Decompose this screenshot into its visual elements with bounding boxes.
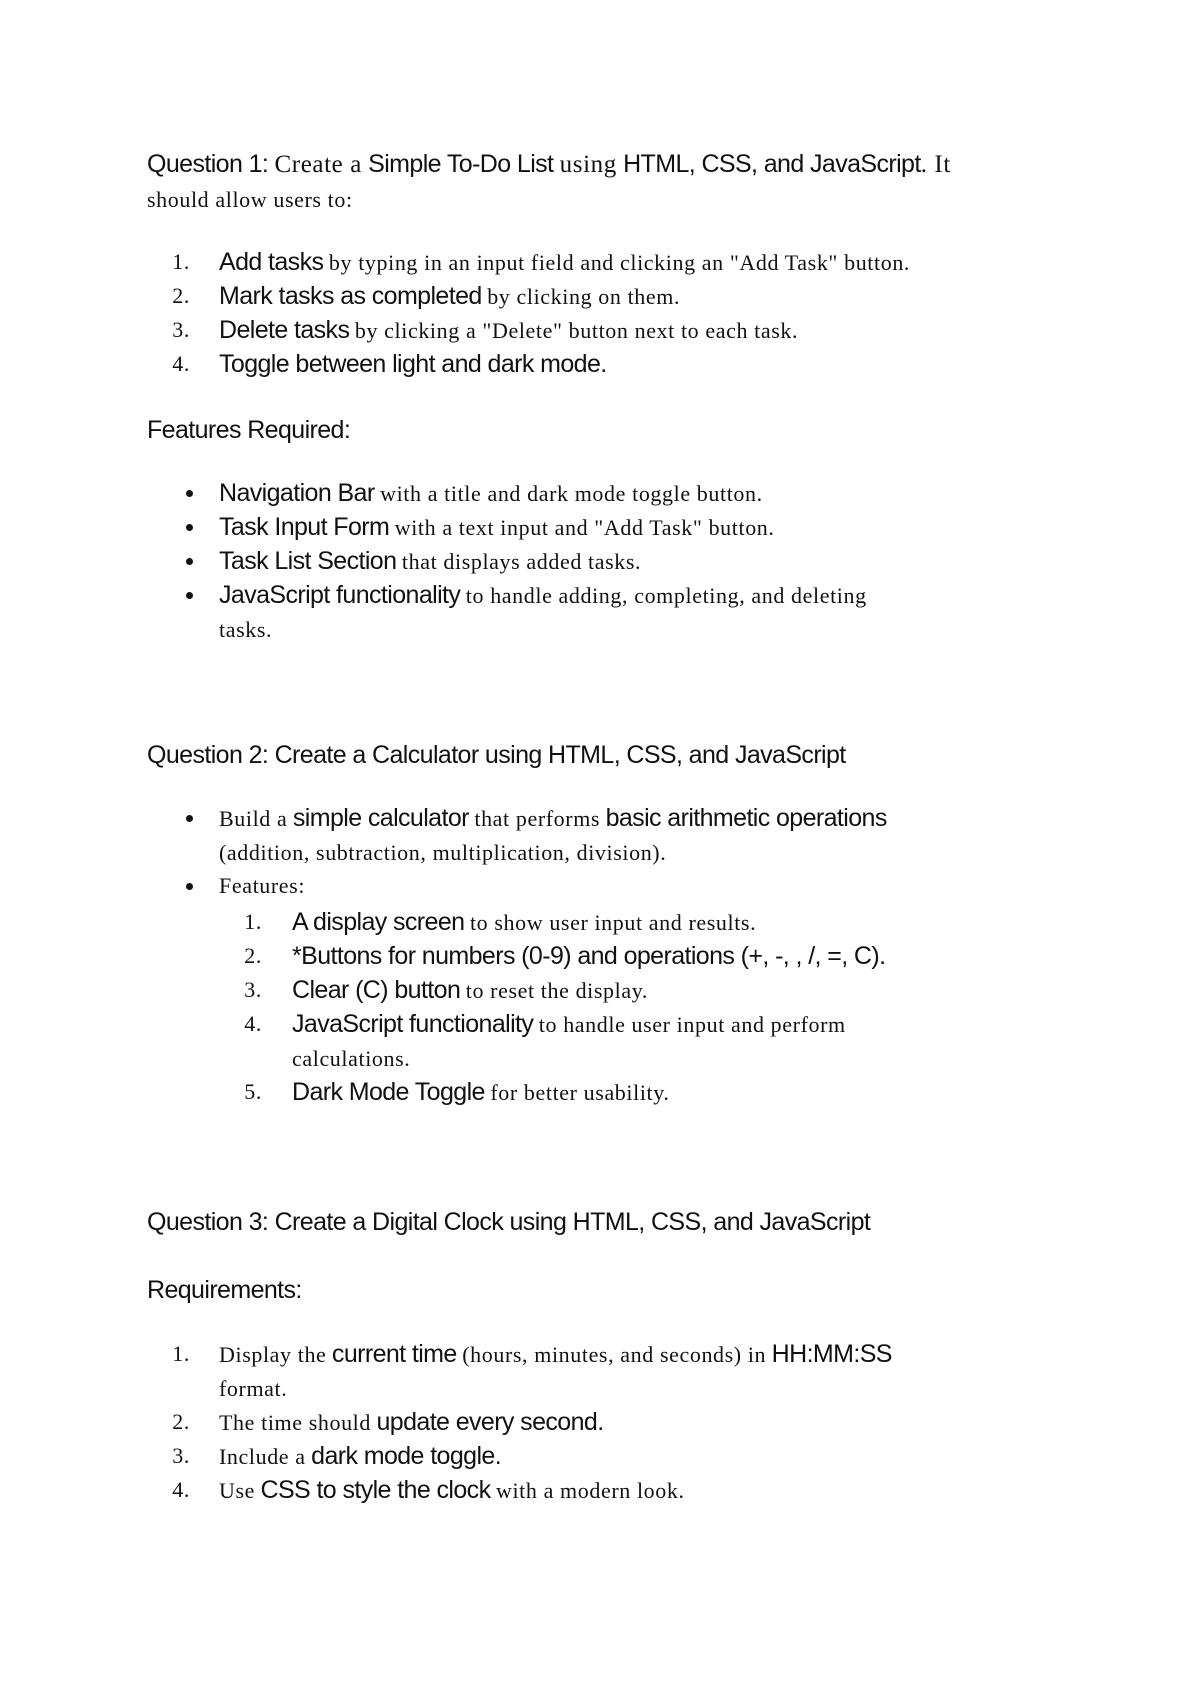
- q1-step-number: 4.: [172, 351, 190, 376]
- q2-feature-strong: A display screen: [292, 908, 465, 936]
- q1-step-rest: by clicking on them.: [487, 284, 681, 309]
- q3-req-c: with a modern look.: [495, 1478, 685, 1503]
- q2-feature-strong: Dark Mode Toggle: [292, 1078, 485, 1106]
- q3-requirement-number: 3.: [172, 1443, 190, 1468]
- features-required-heading: Features Required:: [147, 416, 351, 444]
- q1-step-strong: Add tasks: [219, 248, 324, 276]
- q2-feature-number: 5.: [244, 1079, 262, 1104]
- q2-bullet1-c: that performs: [474, 806, 601, 831]
- q1-feature-rest: that displays added tasks.: [401, 549, 642, 574]
- question-1-text-c: using: [559, 151, 617, 178]
- q3-req-b: dark mode toggle: [311, 1442, 495, 1470]
- bullet-icon: [186, 592, 193, 599]
- q1-feature-rest: to handle adding, completing, and deleting: [465, 583, 867, 608]
- q2-feature-number: 1.: [244, 909, 262, 934]
- q3-req-a: Display the: [219, 1342, 327, 1367]
- bullet-icon: [186, 883, 193, 890]
- bullet-icon: [186, 558, 193, 565]
- q2-feature-number: 4.: [244, 1011, 262, 1036]
- q3-req-b: CSS to style the clock: [260, 1476, 491, 1504]
- q1-step-strong: Mark tasks as completed: [219, 282, 482, 310]
- q3-requirement-number: 1.: [172, 1341, 190, 1366]
- q1-feature-strong: Task Input Form: [219, 513, 390, 541]
- question-2-heading: Question 2: Create a Calculator using HTML, CSS, and JavaScript: [147, 741, 846, 769]
- q1-step-strong: Delete tasks: [219, 316, 350, 344]
- question-1-label: Question 1:: [147, 150, 269, 178]
- question-1-text-e: . It: [920, 151, 951, 178]
- q3-req-c: .: [597, 1408, 604, 1436]
- q2-feature-rest: to handle user input and perform: [538, 1012, 846, 1037]
- q1-feature-strong: JavaScript functionality: [219, 581, 461, 609]
- q2-feature-rest: to show user input and results.: [469, 910, 757, 935]
- q3-req-c: (hours, minutes, and seconds) in: [462, 1342, 767, 1367]
- q2-feature-strong: Clear (C) button: [292, 976, 461, 1004]
- question-1-text-f: should allow users to:: [147, 187, 353, 212]
- q1-step-number: 1.: [172, 249, 190, 274]
- q2-bullet2-text: Features:: [219, 873, 306, 898]
- q2-bullet1-e: (addition, subtraction, multiplication, division).: [219, 840, 667, 865]
- q1-step-strong: Toggle between light and dark mode: [219, 350, 601, 378]
- q1-feature-strong: Navigation Bar: [219, 479, 375, 507]
- q2-bullet1-d: basic arithmetic operations: [605, 804, 887, 832]
- q1-feature-rest-continued: tasks.: [219, 617, 273, 642]
- bullet-icon: [186, 815, 193, 822]
- q3-req-d: HH:MM:SS: [771, 1340, 892, 1368]
- q2-feature-strong: *Buttons for numbers (0-9) and operations (+, -, , /, =, C): [292, 942, 880, 970]
- q1-step-number: 3.: [172, 317, 190, 342]
- q3-req-a: The time should: [219, 1410, 371, 1435]
- q3-requirement-number: 4.: [172, 1477, 190, 1502]
- q1-step-rest: by clicking a "Delete" button next to each task.: [354, 318, 799, 343]
- q3-req-b: update every second: [376, 1408, 598, 1436]
- q1-step-number: 2.: [172, 283, 190, 308]
- q2-feature-strong: JavaScript functionality: [292, 1010, 534, 1038]
- q3-requirement-number: 2.: [172, 1409, 190, 1434]
- question-3-heading: Question 3: Create a Digital Clock using HTML, CSS, and JavaScript: [147, 1208, 871, 1236]
- q2-feature-number: 3.: [244, 977, 262, 1002]
- question-1-intro: [147, 147, 1047, 217]
- question-1-text-a: Create a: [274, 151, 362, 178]
- q3-req-a: Include a: [219, 1444, 306, 1469]
- question-1-text-d: HTML, CSS, and JavaScript: [623, 150, 921, 178]
- q2-feature-rest: .: [879, 942, 886, 970]
- q3-req-e: format.: [219, 1376, 288, 1401]
- q1-step-rest: .: [600, 350, 607, 378]
- bullet-icon: [186, 524, 193, 531]
- q2-feature-number: 2.: [244, 943, 262, 968]
- question-1-text-b: Simple To-Do List: [368, 150, 554, 178]
- requirements-heading: Requirements:: [147, 1276, 302, 1304]
- q2-feature-rest: to reset the display.: [465, 978, 648, 1003]
- q1-feature-strong: Task List Section: [219, 547, 397, 575]
- q3-req-c: .: [494, 1442, 502, 1470]
- q1-step-rest: by typing in an input field and clicking an "Add Task" button.: [328, 250, 911, 275]
- q2-bullet1-b: simple calculator: [292, 804, 469, 832]
- q2-feature-rest: for better usability.: [490, 1080, 670, 1105]
- bullet-icon: [186, 490, 193, 497]
- q1-feature-rest: with a title and dark mode toggle button.: [380, 481, 763, 506]
- q3-req-a: Use: [219, 1478, 256, 1503]
- q3-req-b: current time: [331, 1340, 457, 1368]
- q2-feature-rest-continued: calculations.: [292, 1046, 411, 1071]
- q2-bullet1-a: Build a: [219, 806, 288, 831]
- q1-feature-rest: with a text input and "Add Task" button.: [394, 515, 775, 540]
